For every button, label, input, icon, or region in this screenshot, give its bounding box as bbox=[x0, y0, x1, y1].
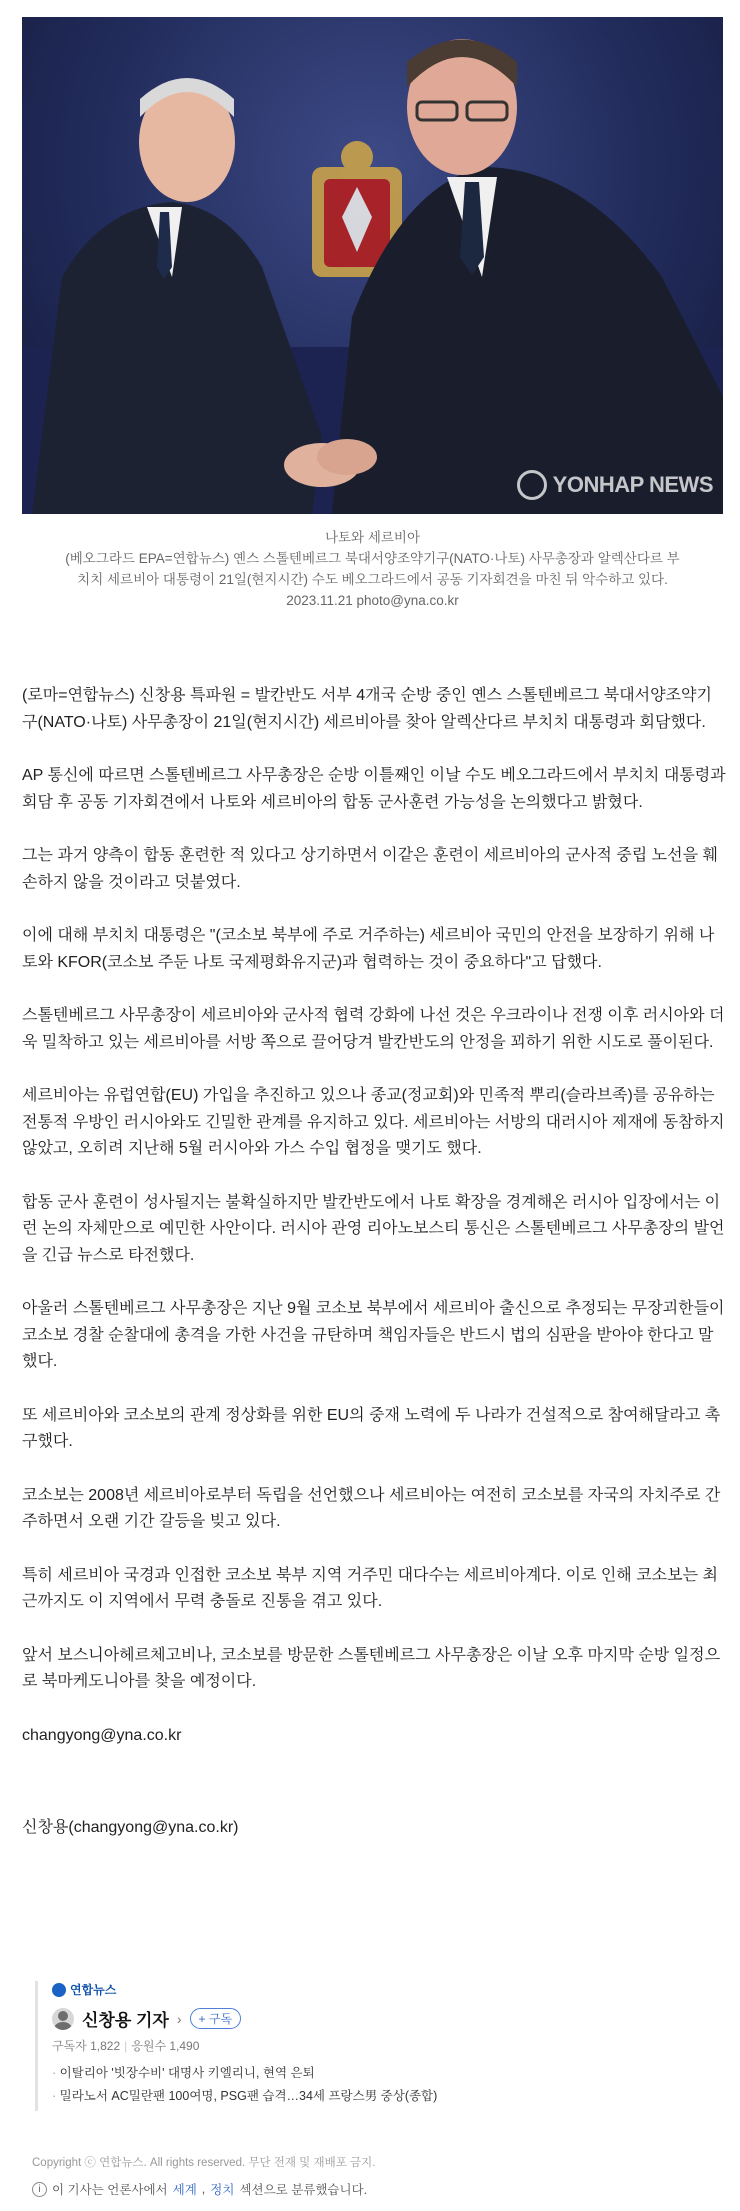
reporter-stats: 구독자 1,822 | 응원수 1,490 bbox=[52, 2039, 200, 2053]
agency-logo[interactable] bbox=[52, 1981, 515, 1998]
article-paragraph: 아울러 스톨텐베르그 사무총장은 지난 9월 코소보 북부에서 세르비아 출신으로 추정되는 무장괴한들이 코소보 경찰 순찰대에 총격을 가한 사건을 규탄하며 책임자들은 반드시 법의 심판을 받아야 한다고 말했다. bbox=[22, 1300, 725, 1370]
category-suffix: 섹션으로 분류했습니다. bbox=[239, 2183, 368, 2197]
reporter-email: changyong@yna.co.kr bbox=[22, 1726, 182, 1744]
yonhap-logo-icon bbox=[517, 470, 547, 500]
article-paragraph: 특히 세르비아 국경과 인접한 코소보 북부 지역 거주민 대다수는 세르비아계다. 이로 인해 코소보는 최근까지도 이 지역에서 무력 충돌로 진통을 겪고 있다. bbox=[22, 1566, 718, 1610]
article-photo bbox=[22, 17, 723, 514]
related-article-link[interactable]: · 이탈리아 '빗장수비' 대명사 키엘리니, 현역 은퇴 bbox=[52, 2062, 515, 2085]
article-footer bbox=[32, 2154, 712, 2198]
handshake-photo-illustration bbox=[22, 17, 723, 514]
category-link-politics[interactable]: 정치 bbox=[210, 2183, 235, 2197]
photo-caption bbox=[30, 527, 715, 611]
supporter-count: 응원수 1,490 bbox=[131, 2039, 200, 2053]
subscriber-count: 구독자 1,822 bbox=[52, 2039, 121, 2053]
agency-name: 연합뉴스 bbox=[70, 1983, 117, 1997]
info-icon: i bbox=[32, 2182, 47, 2197]
reporter-name-link[interactable]: 신창용 기자 bbox=[82, 2011, 169, 2030]
copyright-text: Copyright ⓒ 연합뉴스. All rights reserved. 무단 전재 및 재배포 금지. bbox=[32, 2157, 376, 2169]
caption-line: 치치 세르비아 대통령이 21일(현지시간) 수도 베오그라드에서 공동 기자회견을 마친 뒤 악수하고 있다. bbox=[77, 572, 668, 587]
article-paragraph: 코소보는 2008년 세르비아로부터 독립을 선언했으나 세르비아는 여전히 코소보를 자국의 자치주로 간주하면서 오랜 기간 갈등을 빚고 있다. bbox=[22, 1486, 721, 1530]
category-prefix: 이 기사는 언론사에서 bbox=[52, 2183, 168, 2197]
article-paragraph: 이에 대해 부치치 대통령은 "(코소보 북부에 주로 거주하는) 세르비아 국민의 안전을 보장하기 위해 나토와 KFOR(코소보 주둔 나토 국제평화유지군)과 협력하는 것이 중요하다"고 답했다. bbox=[22, 927, 715, 971]
article-paragraph: 세르비아는 유럽연합(EU) 가입을 추진하고 있으나 종교(정교회)와 민족적 뿌리(슬라브족)를 공유하는 전통적 우방인 러시아와도 긴밀한 관계를 유지하고 있다. 세르비아는 서방의 대러시아 제재에 동참하지 않았고, 오히려 지난해 5월 러시아와 가스 수입 협정을 맺기도 했다. bbox=[22, 1087, 725, 1157]
related-articles bbox=[52, 2062, 515, 2108]
author-line: 신창용(changyong@yna.co.kr) bbox=[22, 1819, 239, 1836]
article-paragraph: 스톨텐베르그 사무총장이 세르비아와 군사적 협력 강화에 나선 것은 우크라이나 전쟁 이후 러시아와 더욱 밀착하고 있는 세르비아를 서방 쪽으로 끌어당겨 발칸반도의 안정을 꾀하기 위한 시도로 풀이된다. bbox=[22, 1007, 725, 1051]
caption-line: (베오그라드 EPA=연합뉴스) 옌스 스톨텐베르그 북대서양조약기구(NATO·나토) 사무총장과 알렉산다르 부 bbox=[65, 551, 680, 566]
journalist-card bbox=[35, 1981, 515, 2111]
article-body bbox=[22, 683, 727, 1869]
category-link-world[interactable]: 세계 bbox=[172, 2183, 197, 2197]
yonhap-logo-icon bbox=[52, 1983, 66, 1997]
article-paragraph: 합동 군사 훈련이 성사될지는 불확실하지만 발칸반도에서 나토 확장을 경계해온 러시아 입장에서는 이런 논의 자체만으로 예민한 사안이다. 러시아 관영 리아노보스티 통신은 스톨텐베르그 사무총장의 발언을 긴급 뉴스로 타전했다. bbox=[22, 1193, 725, 1264]
avatar[interactable] bbox=[52, 2008, 74, 2030]
article-paragraph: 또 세르비아와 코소보의 관계 정상화를 위한 EU의 중재 노력에 두 나라가 건설적으로 참여해달라고 촉구했다. bbox=[22, 1406, 721, 1450]
chevron-right-icon[interactable]: › bbox=[176, 2010, 182, 2027]
related-article-link[interactable]: · 밀라노서 AC밀란팬 100여명, PSG팬 습격…34세 프랑스男 중상(종합) bbox=[52, 2085, 515, 2108]
article-paragraph: 앞서 보스니아헤르체고비나, 코소보를 방문한 스톨텐베르그 사무총장은 이날 오후 마지막 순방 일정으로 북마케도니아를 찾을 예정이다. bbox=[22, 1646, 721, 1690]
article-paragraph: 그는 과거 양측이 합동 훈련한 적 있다고 상기하면서 이같은 훈련이 세르비아의 군사적 중립 노선을 훼손하지 않을 것이라고 덧붙였다. bbox=[22, 847, 718, 891]
category-notice: i 이 기사는 언론사에서 세계 , 정치 섹션으로 분류했습니다. bbox=[32, 2180, 712, 2198]
watermark-text: YONHAP NEWS bbox=[552, 472, 713, 497]
watermark-logo bbox=[517, 470, 713, 500]
caption-title: 나토와 세르비아 bbox=[324, 530, 421, 545]
subscribe-button[interactable]: + 구독 bbox=[190, 2008, 242, 2029]
article-paragraph: (로마=연합뉴스) 신창용 특파원 = 발칸반도 서부 4개국 순방 중인 옌스 스톨텐베르그 북대서양조약기구(NATO·나토) 사무총장이 21일(현지시간) 세르비아를 찾아 알렉산다르 부치치 대통령과 회담했다. bbox=[22, 687, 712, 731]
article-paragraph: AP 통신에 따르면 스톨텐베르그 사무총장은 순방 이틀째인 이날 수도 베오그라드에서 부치치 대통령과 회담 후 공동 기자회견에서 나토와 세르비아의 합동 군사훈련 가능성을 논의했다고 밝혔다. bbox=[22, 767, 726, 811]
right-person-figure bbox=[332, 39, 723, 514]
left-person-figure bbox=[32, 78, 322, 514]
caption-date: 2023.11.21 photo@yna.co.kr bbox=[286, 593, 459, 608]
